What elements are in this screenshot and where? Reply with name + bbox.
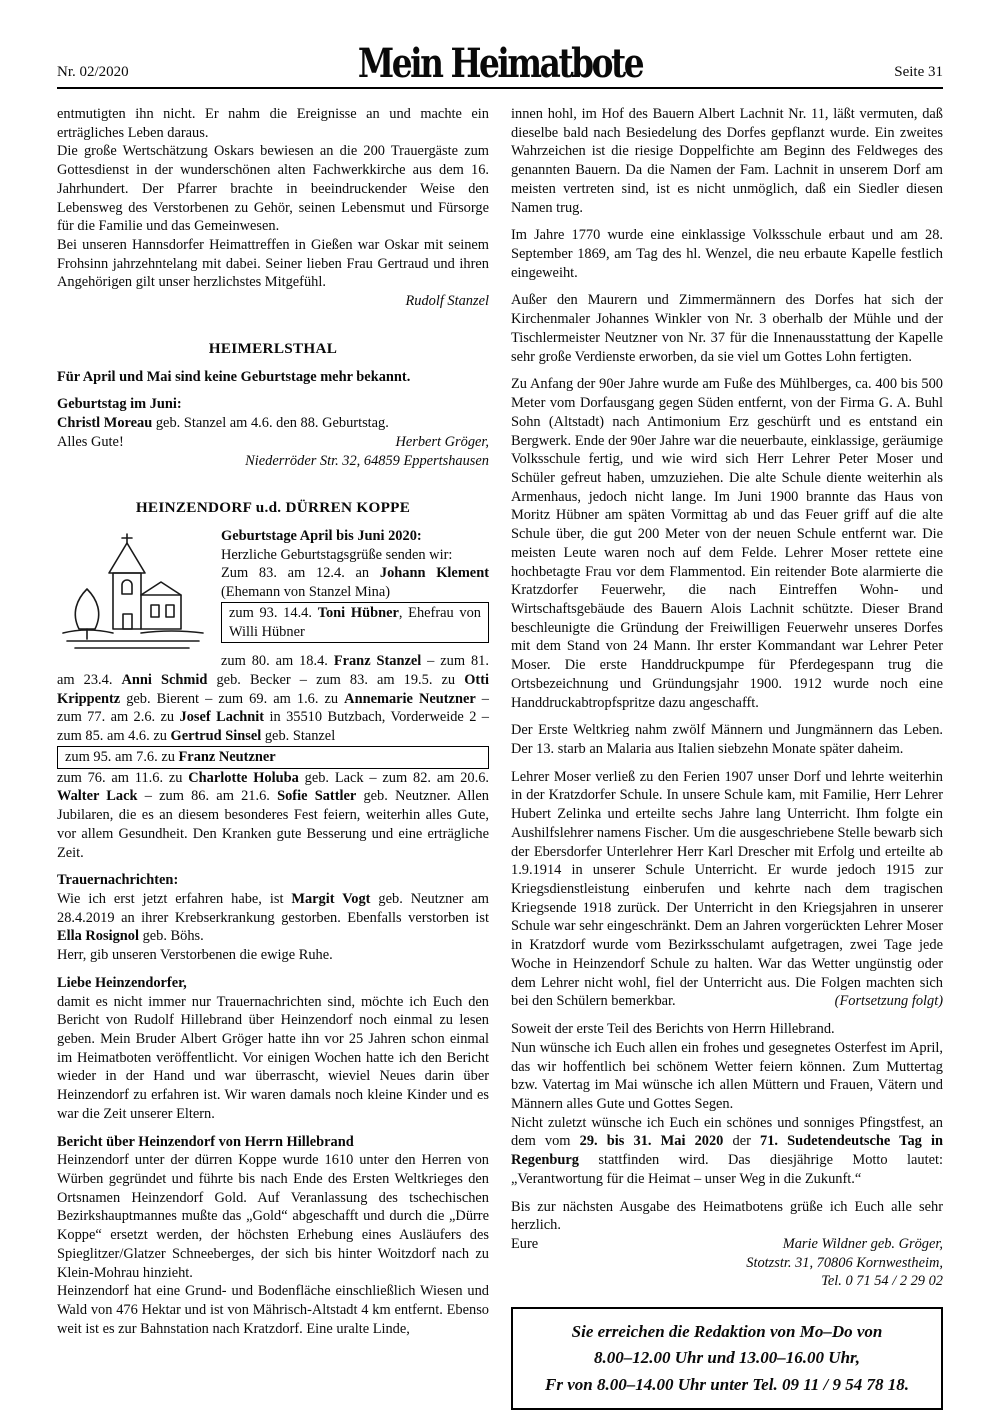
contact-line: Sie erreichen die Redaktion von Mo–Do von xyxy=(571,1322,883,1342)
text-run: geb. Stanzel am 4.6. den 88. Geburtstag. xyxy=(152,415,389,432)
paragraph xyxy=(57,652,489,746)
text-run: Wie ich erst jetzt erfahren habe, ist xyxy=(57,890,292,907)
text-run: – zum 77. am 2.6. zu xyxy=(57,690,489,726)
text-run: (Fortsetzung folgt) xyxy=(834,993,943,1010)
text-run: Johann Klement xyxy=(379,565,489,582)
text-run: zum 80. am 18.4. xyxy=(221,653,334,670)
paragraph xyxy=(57,1133,489,1152)
masthead-logo: Mein Heimatbote xyxy=(357,40,643,87)
split-left-text: Alles Gute! xyxy=(57,433,124,450)
contact-line: 8.00–12.00 Uhr und 13.00–16.00 Uhr, xyxy=(594,1348,860,1368)
text-run: Heinzendorf hat eine Grund- und Bodenfläche einschließlich Wiesen und Wald von 476 Hektar und ist von Mährisch-Altstadt 4 km entfernt. Ebenso weit ist es zur Bahnstation nach Kratzdorf. Eine uralte Linde, xyxy=(57,1283,489,1337)
text-run: Anni Schmid xyxy=(121,672,208,689)
text-run: geb. Becker – zum 83. am 19.5. zu xyxy=(207,672,465,689)
section-heading: HEINZENDORF u.d. DÜRREN KOPPE xyxy=(135,499,411,517)
text-run: Zum 83. am 12.4. an xyxy=(221,565,380,582)
right-column xyxy=(511,105,943,1410)
text-run: Walter Lack xyxy=(57,788,138,805)
text-run: Bis zur nächsten Ausgabe des Heimatbotens grüße ich Euch alle sehr herzlich. xyxy=(511,1198,943,1234)
text-run: Margit Vogt xyxy=(291,890,371,907)
signature-split-row xyxy=(511,1235,943,1254)
paragraph xyxy=(511,105,943,217)
text-run: Lehrer Moser verließ zu den Ferien 1907 unser Dorf und lehrte weiterhin in der Kratzdorfer Schule. In unsere Schule kam, mit Familie, Herr Lehrer Hubert Zelinka und erteilte sechs Jahre lang Unterricht. Ihm folgte ein Aushilfslehrer namens Fischer. Um die ausgeschriebene Stelle bewarb sich der Ebersdorfer Unterlehrer Herr Karl Drescher mit Erfolg und erteilte ab 1.9.1914 in unserer Schule Unterricht. Er wurde jedoch 1915 zur Kriegsdienstleistung einberufen und kehrte nach dem tragischen Kriegsende 1918 zurück. Der Unterricht in den Kriegsjahren in unserer Schule war sehr eingeschränkt. Dem an Jahren vorgerückten Lehrer Moser in Kratzdorf wurde vom Bezirksschulamt aufgetragen, zwei Tage jede Woche in Heinzendorf Schule zu halten. War das Wetter ungünstig oder dem Lehrer nicht wohl, fiel der Unterricht aus. Die Folgen machten sich bei den Schülern bemerkbar. xyxy=(511,768,943,1010)
text-run: Außer den Maurern und Zimmermännern des Dorfes hat sich der Kirchenmaler Johannes Winkler von Nr. 3 oberhalb der Mühle und der Tischlermeister Neutzner von Nr. 37 für die Innenausstattung der Kapelle sehr große Verdienste erworben, da sie viel um Gottes Lohn fertigten. xyxy=(511,292,943,365)
text-run: innen hohl, im Hof des Bauern Albert Lachnit Nr. 11, läßt vermuten, daß dieselbe bald nach Besiedelung des Dorfes gepflanzt wurde. Ein zweites Wahrzeichen ist die riesige Doppelfichte am Beginn des Feldweges des genannten Bauern. Da die Namen der Fam. Lachnit in unserem Dorf am meisten vertreten sind, ist es nicht unmöglich, daß ein Siedler diesen Namen trug. xyxy=(511,106,943,216)
text-run: Der Erste Weltkrieg nahm zwölf Männern und Jungmännern das Leben. Der 13. starb an Malaria aus Italien siebzehn Monate später daheim. xyxy=(511,722,943,757)
split-right-signature: Marie Wildner geb. Gröger, xyxy=(782,1235,943,1252)
text-run: zum 95. am 7.6. zu xyxy=(65,748,179,765)
text-run: Toni Hübner xyxy=(317,604,399,621)
text-run: Geburtstag im Juni: xyxy=(57,396,182,413)
text-run: Franz Neutzner xyxy=(178,748,276,765)
text-run: Bei unseren Hannsdorfer Heimattreffen in Gießen war Oskar mit seinem Frohsinn jahrzehntelang mit dabei. Seiner lieben Frau Gertraud und ihren Angehörigen gilt unser herzlichstes Mitgefühl. xyxy=(57,237,489,291)
paragraph xyxy=(57,142,489,236)
text-run: Herzliche Geburtstagsgrüße senden wir: xyxy=(221,546,453,563)
contact-line: Fr von 8.00–14.00 Uhr unter Tel. 09 11 / 9 54 78 18. xyxy=(545,1374,909,1394)
text-run: , Ehefrau von Willi Hübner xyxy=(229,604,482,640)
text-run: – zum 86. am 21.6. xyxy=(137,788,278,805)
text-run: geb. Lack – zum 82. am 20.6. xyxy=(298,769,489,786)
birthday-highlight-box xyxy=(221,602,489,643)
paragraph xyxy=(57,368,489,387)
paragraph xyxy=(511,1020,943,1039)
paragraph xyxy=(511,375,943,712)
paragraph xyxy=(57,395,489,414)
text-run: Gertrud Sinsel xyxy=(170,728,262,745)
text-run: Zu Anfang der 90er Jahre wurde am Fuße des Mühlberges, ca. 400 bis 500 Meter vom Dorfausgang gegen Süden entfernt, von der Firma G. A. Buhl Sohn (Altstadt) nach Antimonium Erz geschürft und es entstand ein Bergwerk. Ende der 90er Jahre war die neuerbaute, einklassige, geräumige Volksschule fertig, und wie wird sich Herr Lehrer Peter Moser und Schüler gefreut haben, umzuziehen. Die alte Schule diente weiterhin als Armenhaus, jedoch nicht lange. Im Juni 1900 brannte das Haus von Moritz Hübner am späten Vormittag ab und das Feuer griff auf die alte Schule über, die gut 200 Meter von der neuen Schule entfernt war. Die meisten Leute waren noch auf dem Felde. Lehrer Moser rettete eine hochbetagte Frau vor dem Flammentod. Ein reitender Bote alarmierte die Kratzdorfer Feuerwehr, die nach Eintreffen Wohn- und Wirtschaftsgebäude des Bauern Alois Lachnit schützte. Dieser Brand beschleunigte die Gründung der Freiwilligen Feuerwehr unseres Dorfes mit dem Stand von 24 Mann. Ihr erster Kommandant war Lehrer Peter Moser. Die erste Handdruckpumpe für Pferdegespann trug die Ortsbezeichnung und Gründungsjahr 1900. 1912 wurde noch eine Handdruckabtropfspritze dazu angeschafft. xyxy=(511,376,943,711)
text-run: Bericht über Heinzendorf von Herrn Hillebrand xyxy=(57,1133,354,1150)
signature-split-row xyxy=(57,433,489,452)
split-right-signature: Herbert Gröger, xyxy=(395,433,489,450)
text-run: geb. Bierent – zum 69. am 1.6. zu xyxy=(120,690,345,707)
paragraph xyxy=(57,414,489,433)
text-run: Soweit der erste Teil des Berichts von Herrn Hillebrand. xyxy=(511,1021,835,1038)
text-run: 29. bis 31. Mai 2020 xyxy=(579,1133,724,1150)
signature-line: Stotzstr. 31, 70806 Kornwestheim, xyxy=(746,1254,943,1271)
text-run: damit es nicht immer nur Trauernachrichten sind, möchte ich Euch den Bericht von Rudolf Hillebrand über Heinzendorf noch einmal zu lesen geben. Mein Bruder Albert Gröger hatte ihn vor 25 Jahren schon einmal im Heimatboten veröffentlicht. Vor einigen Wochen hatte ich den Bericht wieder in der Hand und war überrascht, wieviel Neues darin über Heinzendorf zu erfahren ist. Wir waren damals noch kleine Kinder und es war die Zeit unserer Eltern. xyxy=(57,993,489,1122)
paragraph xyxy=(57,105,489,142)
text-run: – zum 81. am 23.4. xyxy=(57,653,489,689)
text-run: entmutigten ihn nicht. Er nahm die Ereignisse an und machte ein erträgliches Leben daraus. xyxy=(57,106,489,141)
header-rule xyxy=(57,87,943,89)
paragraph xyxy=(511,1039,943,1114)
text-run: Herr, gib unseren Verstorbenen die ewige Ruhe. xyxy=(57,947,333,964)
text-run: stattfinden wird. Das diesjährige Motto lautet: „Verantwortung für die Heimat – unser Weg in die Zukunft.“ xyxy=(511,1152,943,1187)
paragraph xyxy=(57,871,489,890)
text-run: zum 93. 14.4. xyxy=(229,604,318,621)
text-run: geb. Neutzner. Allen Jubilaren, die es an diesem besonderes Fest feiern, weiterhin alles Gute, vor allem Gesundheit. Den Kranken gute Besserung und eine erträgliche Zeit. xyxy=(57,788,489,861)
paragraph xyxy=(511,1114,943,1189)
text-run: Annemarie Neutzner xyxy=(344,690,476,707)
text-run: Im Jahre 1770 wurde eine einklassige Volksschule erbaut und am 28. September 1869, am Tag des hl. Wenzel, die neu erbaute Kapelle festlich eingeweiht. xyxy=(511,227,943,281)
text-run: Heinzendorf unter der dürren Koppe wurde 1610 unter den Herren von Würben gegründet und führte bis nach Ende des Ersten Weltkrieges den Ortsnamen Heinzendorf Gold. Auf Veranlassung des tschechischen Bezirkshauptmannes mußte das „Gold“ abgeschafft und durch die „Dürre Koppe“ ersetzt werden, der höchsten Erhebung eines Ausläufers des Spieglitzer/Glatzer Schneeberges, der sich bis hinter Woitzdorf nach zu Klein-Mohrau hinzieht. xyxy=(57,1152,489,1281)
redaktion-contact-box xyxy=(511,1307,943,1410)
text-run: Trauernachrichten: xyxy=(57,872,179,889)
text-run: Liebe Heinzendorfer, xyxy=(57,974,187,991)
paragraph xyxy=(57,1151,489,1282)
paragraph xyxy=(57,1282,489,1338)
paragraph xyxy=(57,993,489,1124)
church-illustration xyxy=(57,529,209,657)
text-run: geb. Böhs. xyxy=(138,928,204,945)
text-run: Josef Lachnit xyxy=(179,709,265,726)
issue-number: Nr. 02/2020 xyxy=(57,64,129,80)
text-run: der xyxy=(723,1133,761,1150)
text-run: Nicht zuletzt wünsche ich Euch ein schönes und sonniges Pfingstfest, an dem vom xyxy=(511,1114,943,1150)
paragraph xyxy=(57,890,489,946)
paragraph xyxy=(57,946,489,965)
text-run: Die große Wertschätzung Oskars bewiesen an die 200 Trauergäste zum Gottesdienst in der wunderschönen alten Fachwerkkirche aus dem 16. Jahrhundert. Der Pfarrer brachte in beeindruckender Weise den Lebensweg des Verstorbenen zu Gehör, seinen Lebensmut und Fürsorge für die Familie und das Gemeinwesen. xyxy=(57,143,489,235)
text-run: geb. Stanzel xyxy=(261,728,336,745)
right-column-blocks xyxy=(511,105,943,1291)
left-column-blocks xyxy=(57,105,489,1338)
paragraph xyxy=(511,1198,943,1235)
paragraph xyxy=(511,291,943,366)
signature-line: Rudolf Stanzel xyxy=(405,293,489,310)
signature-line: Tel. 0 71 54 / 2 29 02 xyxy=(821,1273,943,1290)
church-drawing xyxy=(57,529,209,657)
paragraph xyxy=(511,721,943,758)
text-run: geb. Neutzner am 28.4.2019 an ihrer Krebserkrankung gestorben. Ebenfalls verstorben ist xyxy=(57,890,489,926)
text-run: Christl Moreau xyxy=(57,415,153,432)
text-run: Franz Stanzel xyxy=(333,653,422,670)
left-column xyxy=(57,105,489,1410)
text-run: (Ehemann von Stanzel Mina) xyxy=(221,584,391,601)
signature-line: Niederröder Str. 32, 64859 Eppertshausen xyxy=(245,452,489,469)
text-run: Ella Rosignol xyxy=(57,928,139,945)
text-run: Sofie Sattler xyxy=(277,788,357,805)
text-run: Charlotte Holuba xyxy=(188,769,299,786)
paragraph xyxy=(511,768,943,1011)
paragraph xyxy=(57,236,489,292)
text-run: zum 76. am 11.6. zu xyxy=(57,769,189,786)
paragraph xyxy=(511,226,943,282)
split-left-text: Eure xyxy=(511,1235,539,1252)
section-heading: HEIMERLSTHAL xyxy=(208,339,338,357)
text-run: in 35510 Butzbach, Vorderweide 2 – zum 85. am 4.6. zu xyxy=(57,709,490,745)
text-run: 71. Sudetendeutsche Tag in Regenburg xyxy=(511,1133,943,1169)
text-run: Für April und Mai sind keine Geburtstage mehr bekannt. xyxy=(57,368,411,385)
page-header xyxy=(57,40,943,86)
page-number: Seite 31 xyxy=(894,64,943,80)
paragraph xyxy=(57,974,489,993)
paragraph xyxy=(57,769,489,863)
text-run: Nun wünsche ich Euch allen ein frohes und gesegnetes Osterfest im April, das wir hoffentlich bei schönem Wetter feiern können. Zum Muttertag bzw. Vatertag im Mai wünsche ich allen Müttern und Frauen, Vätern und Männern alles Gute und Gottes Segen. xyxy=(511,1039,943,1112)
text-run: Geburtstage April bis Juni 2020: xyxy=(221,528,422,544)
birthday-highlight-box xyxy=(57,746,489,769)
article-columns xyxy=(57,105,943,1410)
text-run: Otti Krippentz xyxy=(57,672,489,707)
